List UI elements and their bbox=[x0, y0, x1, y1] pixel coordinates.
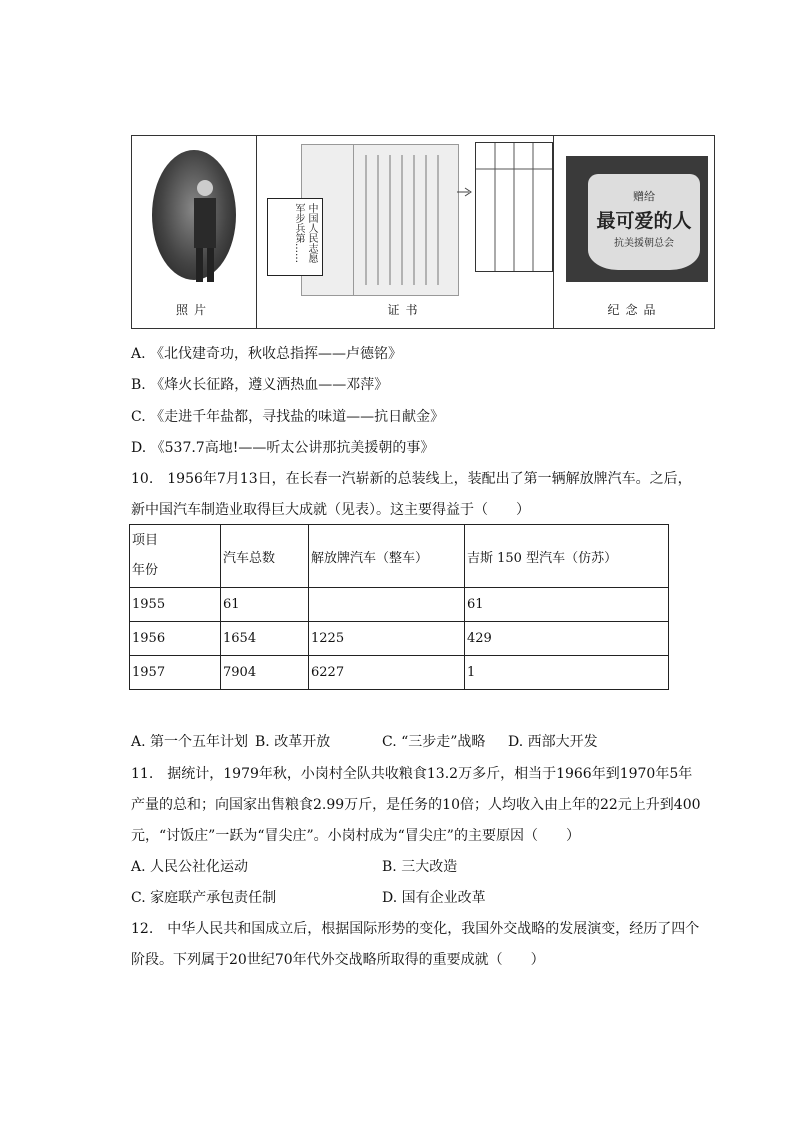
q10-option-a[interactable]: A. 第一个五年计划 bbox=[131, 734, 249, 750]
q11-option-a[interactable]: A. 人民公社化运动 bbox=[131, 859, 249, 875]
table-corner-cell bbox=[130, 525, 221, 588]
mug-icon bbox=[588, 174, 700, 270]
q10-option-d[interactable]: D. 西部大开发 bbox=[508, 734, 598, 750]
cell-total: 7904 bbox=[221, 656, 309, 690]
q12-stem-line2: 阶段。下列属于20世纪70年代外交战略所取得的重要成就（ ） bbox=[131, 952, 545, 968]
q11-option-c[interactable]: C. 家庭联产承包责任制 bbox=[131, 890, 277, 906]
header-jiefang: 解放牌汽车（整车） bbox=[309, 525, 465, 588]
q11-stem-line3: 元，“讨饭庄”一跃为“冒尖庄”。小岗村成为“冒尖庄”的主要原因（ ） bbox=[131, 828, 580, 844]
cell-zis150: 1 bbox=[465, 656, 669, 690]
q10-option-b[interactable]: B. 改革开放 bbox=[255, 734, 331, 750]
mug-text-top: 赠给 bbox=[633, 190, 655, 203]
q10-option-c[interactable]: C. “三步走”战略 bbox=[382, 734, 486, 750]
cell-total: 1654 bbox=[221, 622, 309, 656]
cell-jiefang: 1225 bbox=[309, 622, 465, 656]
soldier-photo bbox=[152, 150, 236, 280]
cell-zis150: 429 bbox=[465, 622, 669, 656]
q9-option-a[interactable]: A. 《北伐建奇功，秋收总指挥——卢德铭》 bbox=[131, 346, 403, 362]
q11-stem-line1: 11. 据统计，1979年秋，小岗村全队共收粮食13.2万多斤，相当于1966年到1970年5年 bbox=[131, 766, 693, 782]
header-total: 汽车总数 bbox=[221, 525, 309, 588]
cell-total: 61 bbox=[221, 588, 309, 622]
q12-stem-line1: 12. 中华人民共和国成立后，根据国际形势的变化，我国外交战略的发展演变，经历了四个 bbox=[131, 921, 700, 937]
certificate-panel bbox=[256, 136, 554, 328]
q11-option-d[interactable]: D. 国有企业改革 bbox=[382, 890, 486, 906]
automobile-production-table bbox=[129, 524, 669, 690]
q11-option-b[interactable]: B. 三大改造 bbox=[382, 859, 458, 875]
cell-year: 1956 bbox=[130, 622, 221, 656]
souvenir-caption: 纪念品 bbox=[607, 303, 662, 317]
souvenir-mug-photo bbox=[566, 156, 708, 282]
souvenir-panel bbox=[553, 136, 715, 328]
table-header-row bbox=[130, 525, 669, 588]
certificate-lines-icon bbox=[354, 145, 458, 295]
cell-jiefang bbox=[309, 588, 465, 622]
photo-caption: 照片 bbox=[175, 303, 212, 317]
cell-year: 1955 bbox=[130, 588, 221, 622]
q10-stem-line1: 10. 1956年7月13日，在长春一汽崭新的总装线上，装配出了第一辆解放牌汽车。之后， bbox=[131, 471, 692, 487]
cell-year: 1957 bbox=[130, 656, 221, 690]
detail-grid-icon bbox=[476, 143, 552, 271]
photo-panel bbox=[132, 136, 256, 328]
certificate-page-right bbox=[353, 144, 459, 296]
certificate-caption: 证书 bbox=[387, 303, 424, 317]
q9-option-b[interactable]: B. 《烽火长征路，遵义洒热血——邓萍》 bbox=[131, 377, 389, 393]
arrow-right-icon bbox=[457, 186, 475, 198]
mug-text-bottom: 抗美援朝总会 bbox=[614, 238, 674, 249]
corner-year-label: 年份 bbox=[132, 563, 159, 578]
q10-stem-line2: 新中国汽车制造业取得巨大成就（见表）。这主要得益于（ ） bbox=[131, 502, 530, 518]
table-row bbox=[130, 622, 669, 656]
table-row bbox=[130, 588, 669, 622]
artifact-figure bbox=[131, 135, 715, 329]
mug-text-main: 最可爱的人 bbox=[596, 210, 692, 232]
q11-stem-line2: 产量的总和；向国家出售粮食2.99万斤，是任务的10倍；人均收入由上年的22元上升到400 bbox=[131, 797, 701, 813]
certificate-callout: 中国人民志愿军步兵第…… bbox=[267, 198, 323, 276]
table-row bbox=[130, 656, 669, 690]
header-zis150: 吉斯 150 型汽车（仿苏） bbox=[465, 525, 669, 588]
certificate-detail-table bbox=[475, 142, 553, 272]
soldier-figure-icon bbox=[188, 174, 222, 284]
q9-option-d[interactable]: D. 《537.7高地!——听太公讲那抗美援朝的事》 bbox=[131, 440, 435, 456]
corner-item-label: 项目 bbox=[132, 533, 159, 548]
cell-zis150: 61 bbox=[465, 588, 669, 622]
q9-option-c[interactable]: C. 《走进千年盐都，寻找盐的味道——抗日献金》 bbox=[131, 409, 445, 425]
cell-jiefang: 6227 bbox=[309, 656, 465, 690]
